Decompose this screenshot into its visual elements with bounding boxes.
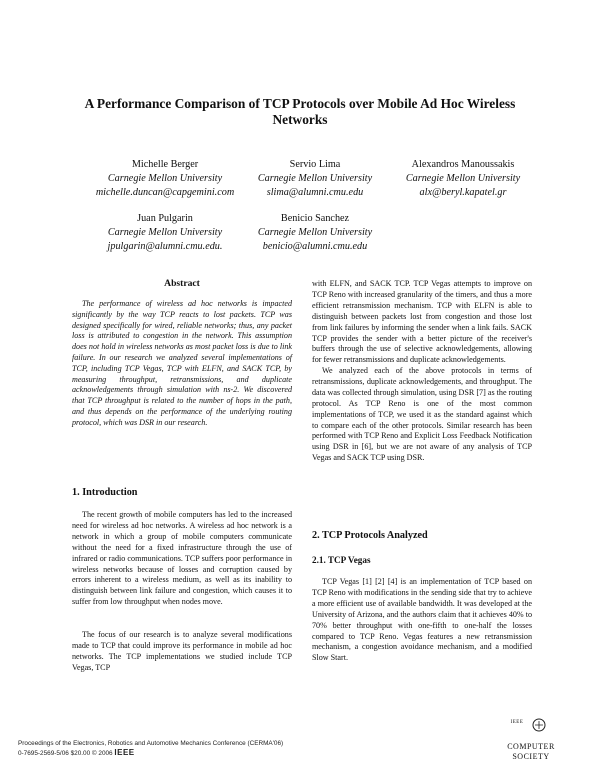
author-affiliation: Carnegie Mellon University bbox=[107, 227, 223, 238]
abstract-text: The performance of wireless ad hoc networks is impacted significantly by the way TCP reacts to lost packets. TCP was designed specifically for wired, reliable networks; thus, any packet loss is attributed to congestion in the network. This assumption does not hold in wireless networks as most packet loss is due to link failure. In our research we analyzed several implementations of TCP, including TCP Vegas, TCP with ELFN, and SACK TCP, by measuring throughput, retransmissions, and duplicate acknowledgements through simulation with ns-2. We discovered that TCP throughput is related to the number of hops in the path, and thus depends on the performance of the underlying routing protocol, which was DSR in our research. bbox=[72, 299, 292, 427]
footer-copyright bbox=[18, 749, 458, 758]
author-email: jpulgarin@alumni.cmu.edu. bbox=[107, 241, 223, 252]
footer-isbn: 0-7695-2569-5/06 $20.00 © 2006 bbox=[18, 750, 113, 757]
author-affiliation: Carnegie Mellon University bbox=[405, 173, 521, 184]
subsection-heading-vegas: 2.1. TCP Vegas bbox=[312, 555, 371, 565]
footer-ieee: IEEE bbox=[114, 748, 135, 757]
ieee-computer-society-logo bbox=[496, 716, 566, 772]
logo-computer-text: COMPUTER bbox=[507, 742, 555, 751]
author-affiliation: Carnegie Mellon University bbox=[257, 173, 373, 184]
author-email: alx@beryl.kapatel.gr bbox=[419, 187, 507, 198]
section-heading-protocols: 2. TCP Protocols Analyzed bbox=[312, 530, 428, 541]
intro-paragraph-2-continued: with ELFN, and SACK TCP. TCP Vegas attempts to improve on TCP Reno with increased granularity of the timers, and thus a more efficient retransmission mechanism. TCP with ELFN is able to distinguish between packets lost from congestion and those lost from link failures by informing the sender when a link fails. SACK TCP provides the sender with a better picture of the receiver's buffers through the use of selective acknowledgements, allowing for fewer retransmissions and duplicate acknowledgements. bbox=[312, 279, 532, 365]
section-heading-introduction: 1. Introduction bbox=[72, 487, 138, 498]
author-email: slima@alumni.cmu.edu bbox=[266, 187, 364, 198]
author-name: Alexandros Manoussakis bbox=[411, 159, 515, 170]
author-email: benicio@alumni.cmu.edu bbox=[262, 241, 368, 252]
intro-paragraph-1: The recent growth of mobile computers has led to the increased need for wireless ad hoc networks. A wireless ad hoc network is a network in which a group of mobile computers communicate without the need for a fixed infrastructure through the use of infrared or radio communications. TCP suffers poor performance in wireless networks because of losses and corruption caused by errors inherent to a wireless medium, as well as its inability to distinguish between link failure and congestion, which causes it to suffer from low throughput when nodes move. bbox=[72, 510, 292, 607]
logo-society-text: SOCIETY bbox=[512, 752, 550, 761]
author-email: michelle.duncan@capgemini.com bbox=[95, 187, 235, 198]
intro-paragraph-2: The focus of our research is to analyze several modifications made to TCP that could improve its performance in mobile ad hoc networks. The TCP implementations we studied include TCP Vegas, TCP bbox=[72, 630, 292, 672]
author-name: Benicio Sanchez bbox=[280, 213, 350, 224]
footer-proceedings: Proceedings of the Electronics, Robotics and Automotive Mechanics Conference (CERMA'06) bbox=[18, 740, 284, 747]
author-1 bbox=[80, 158, 250, 200]
author-name: Michelle Berger bbox=[131, 159, 199, 170]
author-3 bbox=[378, 158, 548, 200]
author-2 bbox=[230, 158, 400, 200]
author-affiliation: Carnegie Mellon University bbox=[107, 173, 223, 184]
intro-paragraph-3: We analyzed each of the above protocols in terms of retransmissions, duplicate acknowledgements, and throughput. The data was collected through simulation, using DSR [7] as the routing protocol. As TCP Reno is one of the most common implementations of TCP, we used it as the standard against which to compare each of the other protocols. Similar research has been performed with TCP Reno and Explicit Loss Feedback Notification using DSR in [6], but we are not aware of any analysis of TCP Vegas and SACK TCP using DSR. bbox=[312, 366, 532, 463]
author-5 bbox=[230, 212, 400, 254]
author-name: Servio Lima bbox=[289, 159, 341, 170]
vegas-paragraph: TCP Vegas [1] [2] [4] is an implementation of TCP based on TCP Reno with modifications in the sending side that try to achieve a more efficient use of available bandwidth. It was developed at the University of Arizona, and the authors claim that it achieves 40% to 70% better throughput with one-fifth to one-half the losses compared to TCP Reno. Vegas features a new retransmission mechanism, a congestion avoidance mechanism, and a modified Slow Start. bbox=[312, 577, 532, 663]
author-name: Juan Pulgarin bbox=[137, 213, 193, 224]
paper-title: A Performance Comparison of TCP Protocols over Mobile Ad Hoc Wireless Networks bbox=[84, 96, 516, 127]
author-4 bbox=[80, 212, 250, 254]
author-affiliation: Carnegie Mellon University bbox=[257, 227, 373, 238]
abstract-heading: Abstract bbox=[164, 278, 200, 289]
logo-ieee-text: IEEE bbox=[510, 720, 524, 725]
